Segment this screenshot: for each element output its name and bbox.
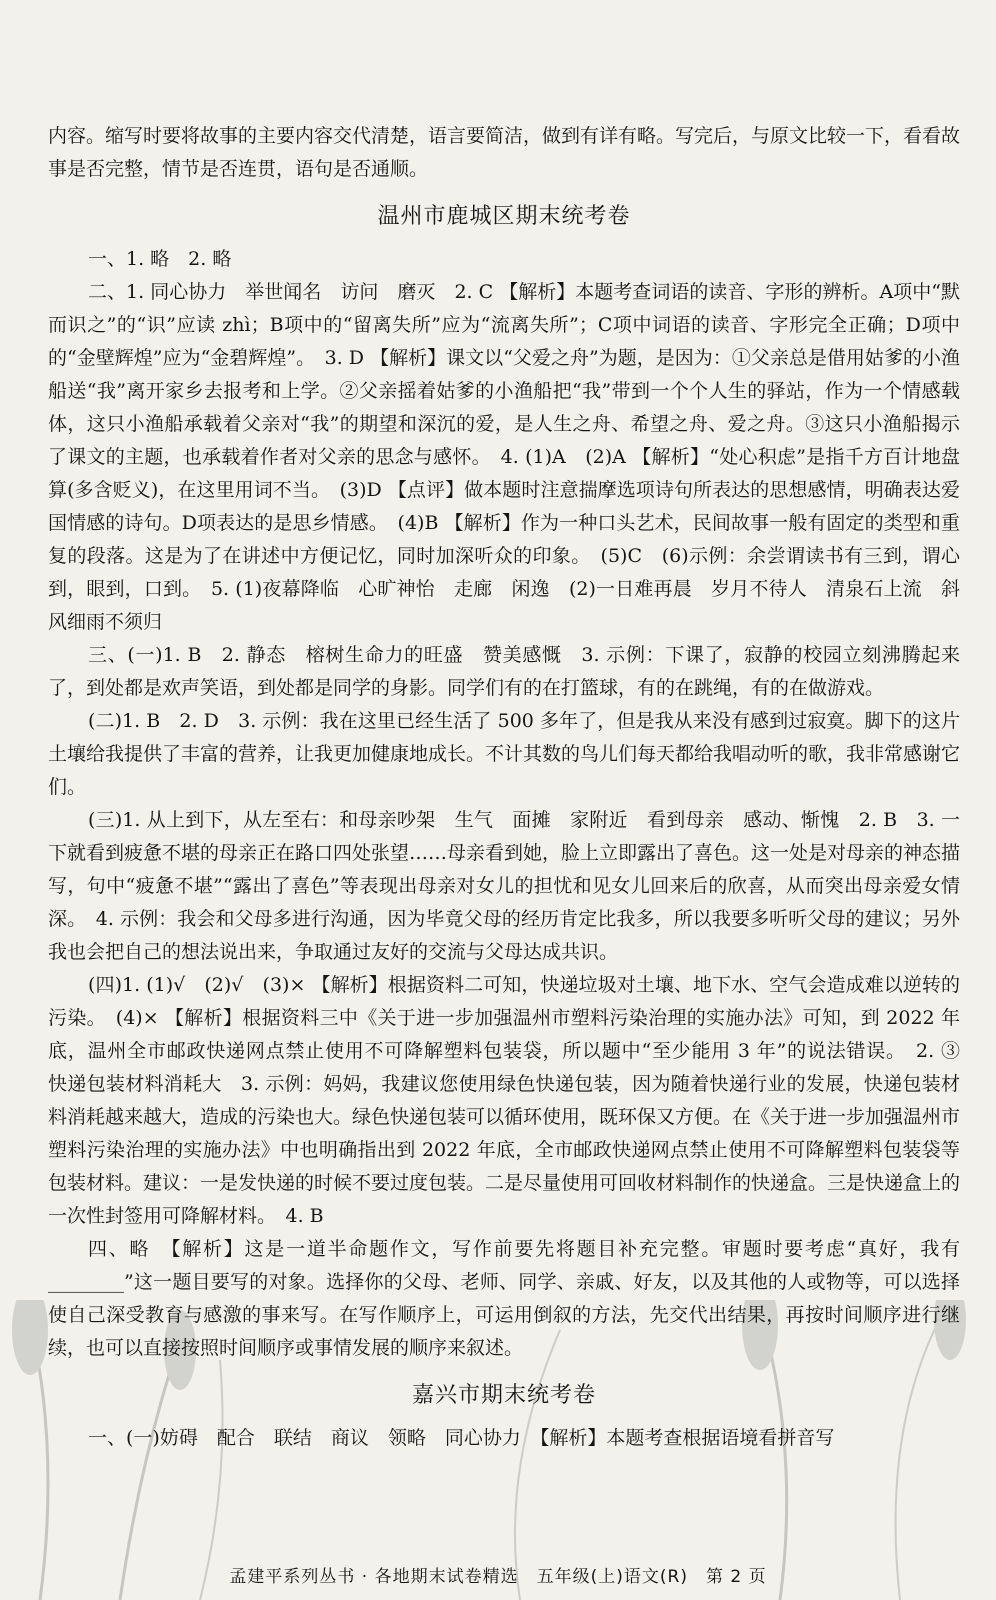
paragraph: (四)1. (1)√ (2)√ (3)× 【解析】根据资料二可知，快递垃圾对土壤、地下水、空气会造成难以逆转的污染。 (4)× 【解析】根据资料三中《关于进一步加强温州市塑料污染治理的实施办法》可知，到 2022 年底，温州全市邮政快递网点禁止使用不可降解塑料包装袋，所以题中“至少能用 3 年”的说法错误。 2. ③ 快递包装材料消耗大 3. 示例：妈妈，我建议您使用绿色快递包装，因为随着快递行业的发展，快递包装材料消耗越来越大，造成的污染也大。绿色快递包装可以循环使用，既环保又方便。在《关于进一步加强温州市塑料污染治理的实施办法》中也明确指出到 2022 年底，全市邮政快递网点禁止使用不可降解塑料包装袋等包装材料。建议：一是发快递的时候不要过度包装。二是尽量使用可回收材料制作的快递盒。三是快递盒上的一次性封签用可降解材料。 4. B xyxy=(48,974,980,1227)
paragraph: 三、(一)1. B 2. 静态 榕树生命力的旺盛 赞美感慨 3. 示例：下课了，寂静的校园立刻沸腾起来了，到处都是欢声笑语，到处都是同学的身影。同学们有的在打篮球，有的在跳绳，有的在做游戏。 xyxy=(48,644,960,699)
paragraph: 一、1. 略 2. 略 xyxy=(88,248,232,270)
answer-page xyxy=(48,120,980,1455)
paragraph: (三)1. 从上到下，从左至右：和母亲吵架 生气 面摊 家附近 看到母亲 感动、惭愧 2. B 3. 一下就看到疲惫不堪的母亲正在路口四处张望……母亲看到她，脸上立即露出了喜色。这一处是对母亲的神态描写，句中“疲惫不堪”“露出了喜色”等表现出母亲对女儿的担忧和见女儿回来后的欣喜，从而突出母亲爱女情深。 4. 示例：我会和父母多进行沟通，因为毕竟父母的经历肯定比我多，所以我要多听听父母的建议；另外我也会把自己的想法说出来，争取通过友好的交流与父母达成共识。 xyxy=(48,809,961,963)
paragraph: 二、1. 同心协力 举世闻名 访问 磨灭 2. C 【解析】本题考查词语的读音、字形的辨析。A项中“默而识之”的“识”应读 zhì；B项中的“留离失所”应为“流离失所”；C项中词语的读音、字形完全正确；D项中的“金壁辉煌”应为“金碧辉煌”。 3. D 【解析】课文以“父爱之舟”为题，是因为：①父亲总是借用姑爹的小渔船送“我”离开家乡去报考和上学。②父亲摇着姑爹的小渔船把“我”带到一个个人生的驿站，作为一个情感载体，这只小渔船承载着父亲对“我”的期望和深沉的爱，是人生之舟、希望之舟、爱之舟。③这只小渔船揭示了课文的主题，也承载着作者对父亲的思念与感怀。 4. (1)A (2)A 【解析】“处心积虑”是指千方百计地盘算(多含贬义)，在这里用词不当。 (3)D 【点评】做本题时注意揣摩选项诗句所表达的思想感情，明确表达爱国情感的诗句。D项表达的是思乡情感。 (4)B 【解析】作为一种口头艺术，民间故事一般有固定的类型和重复的段落。这是为了在讲述中方便记忆，同时加深听众的印象。 (5)C (6)示例：余尝谓读书有三到，谓心到，眼到，口到。 5. (1)夜幕降临 心旷神怡 走廊 闲逸 (2)一日难再晨 岁月不待人 清泉石上流 斜风细雨不须归 xyxy=(48,281,960,633)
paragraph: 一、(一)妨碍 配合 联结 商议 领略 同心协力 【解析】本题考查根据语境看拼音写 xyxy=(88,1427,835,1449)
section-title-lucheng: 温州市鹿城区期末统考卷 xyxy=(377,204,631,229)
page-footer: 孟建平系列丛书 · 各地期末试卷精选 五年级(上)语文(R) 第 2 页 xyxy=(229,1567,767,1587)
paragraph-top: 内容。缩写时要将故事的主要内容交代清楚，语言要简洁，做到有详有略。写完后，与原文比较一下，看看故事是否完整，情节是否连贯，语句是否通顺。 xyxy=(48,125,961,180)
section-title-jiaxing: 嘉兴市期末统考卷 xyxy=(411,1383,596,1408)
paragraph: (二)1. B 2. D 3. 示例：我在这里已经生活了 500 多年了，但是我从来没有感到过寂寞。脚下的这片土壤给我提供了丰富的营养，让我更加健康地成长。不计其数的鸟儿们每天都给我唱动听的歌，我非常感谢它们。 xyxy=(48,710,961,798)
paragraph: 四、略 【解析】这是一道半命题作文，写作前要先将题目补充完整。审题时要考虑“真好，我有________”这一题目要写的对象。选择你的父母、老师、同学、亲戚、好友，以及其他的人或物等，可以选择使自己深受教育与感激的事来写。在写作顺序上，可运用倒叙的方法，先交代出结果，再按时间顺序进行继续，也可以直接按照时间顺序或事情发展的顺序来叙述。 xyxy=(48,1238,960,1359)
